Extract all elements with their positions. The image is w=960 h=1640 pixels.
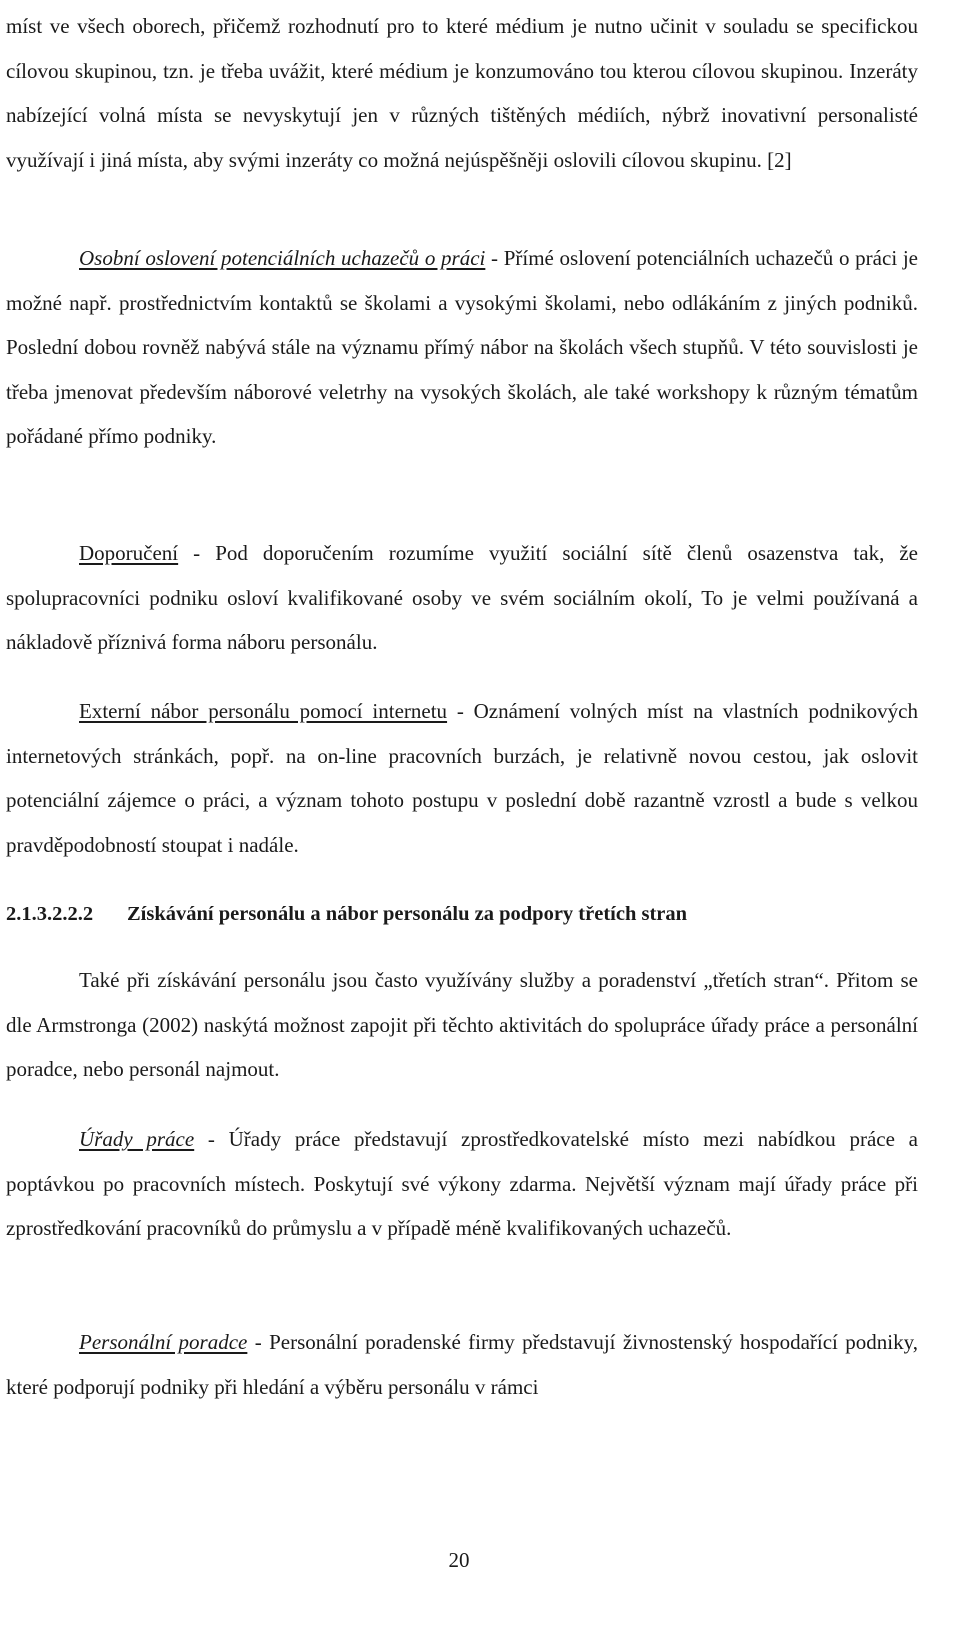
paragraph-text: - Oznámení volných míst na vlastních podnikových internetových stránkách, popř. na on-line pracovních burzách, je relativně novou cestou, jak oslovit potenciální zájemce o práci, a význam tohoto postupu v poslední době razantně vzrostl a bude s velkou pravděpodobností stoupat i nadále. <box>6 699 918 857</box>
term-personnel-consultant: Personální poradce <box>79 1330 248 1354</box>
paragraph-referral <box>6 531 918 665</box>
paragraph-text: - Personální poradenské firmy představují živnostenský hospodařící podniky, které podporují podniky při hledání a výběru personálu v rámci <box>6 1330 918 1399</box>
paragraph-text: - Úřady práce představují zprostředkovatelské místo mezi nabídkou práce a poptávkou po pracovních místech. Poskytují své výkony zdarma. Největší význam mají úřady práce při zprostředkování pracovníků do průmyslu a v případě méně kvalifikovaných uchazečů. <box>6 1127 918 1240</box>
paragraph-print-media-ads <box>6 4 918 182</box>
paragraph-third-parties <box>6 958 918 1092</box>
paragraph-text: míst ve všech oborech, přičemž rozhodnutí pro to které médium je nutno učinit v souladu se specifickou cílovou skupinou, tzn. je třeba uvážit, které médium je konzumováno tou kterou cílovou skupinou. Inzeráty nabízející volná místa se nevyskytují jen v různých tištěných médiích, nýbrž inovativní personalisté využívají i jiná místa, aby svými inzeráty co možná nejúspěšněji oslovili cílovou skupinu. [2] <box>6 14 918 172</box>
section-number: 2.1.3.2.2.2 <box>6 903 94 925</box>
paragraph-text: Také při získávání personálu jsou často využívány služby a poradenství „třetích stran“. Přitom se dle Armstronga (2002) naskýtá možnost zapojit při těchto aktivitách do spolupráce úřady práce a personální poradce, nebo personál najmout. <box>6 968 918 1081</box>
paragraph-direct-approach <box>6 236 918 459</box>
term-labour-offices: Úřady práce <box>79 1127 195 1151</box>
paragraph-personnel-consultant <box>6 1320 918 1409</box>
section-title: Získávání personálu a nábor personálu za podpory třetích stran <box>127 903 688 925</box>
term-direct-approach: Osobní oslovení potenciálních uchazečů o práci <box>79 246 486 270</box>
term-internet-recruitment: Externí nábor personálu pomocí internetu <box>79 699 448 723</box>
paragraph-internet-recruitment <box>6 689 918 867</box>
term-referral: Doporučení <box>79 541 179 565</box>
paragraph-text: - Pod doporučením rozumíme využití sociální sítě členů osazenstva tak, že spolupracovníci podniku osloví kvalifikované osoby ve svém sociálním okolí, To je velmi používaná a nákladově příznivá forma náboru personálu. <box>6 541 918 654</box>
paragraph-text: - Přímé oslovení potenciálních uchazečů o práci je možné např. prostřednictvím kontaktů se školami a vysokými školami, nebo odlákáním z jiných podniků. Poslední dobou rovněž nabývá stále na významu přímý nábor na školách všech stupňů. V této souvislosti je třeba jmenovat především náborové veletrhy na vysokých školách, ale také workshopy k různým tématům pořádané přímo podniky. <box>6 246 918 448</box>
paragraph-labour-offices <box>6 1117 918 1251</box>
section-heading <box>6 892 918 936</box>
page-number: 20 <box>448 1548 470 1572</box>
